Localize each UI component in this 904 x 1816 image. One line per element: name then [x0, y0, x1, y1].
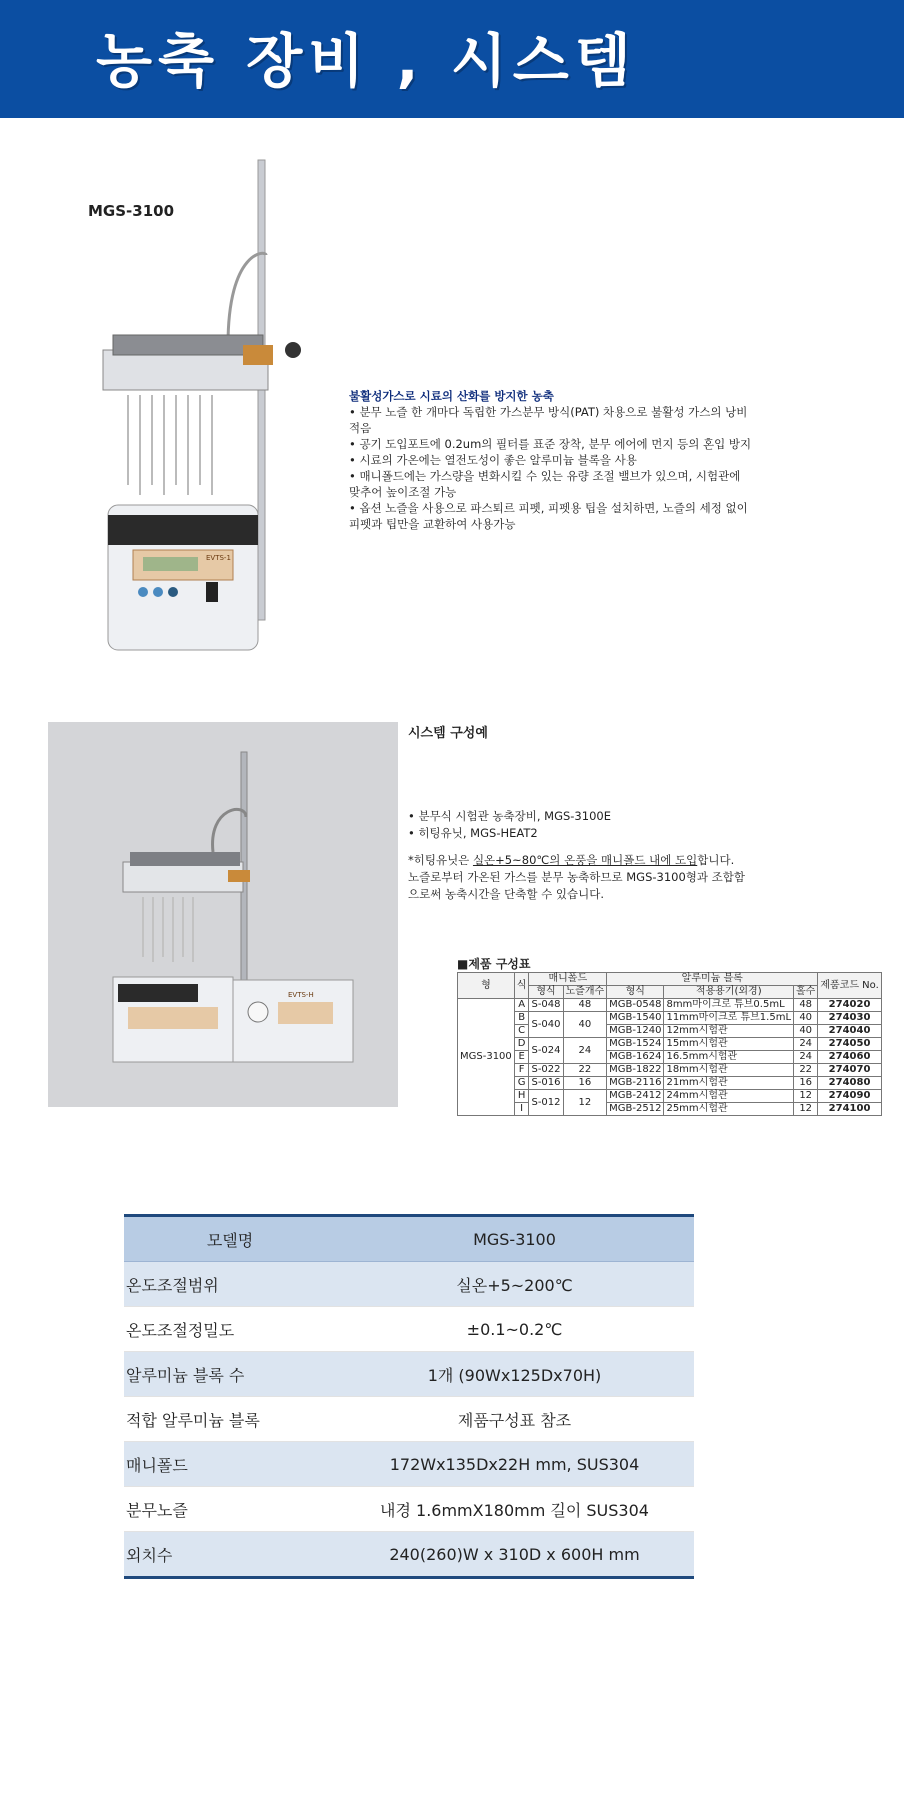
table-row: [458, 1077, 882, 1090]
table-row: [458, 1038, 882, 1051]
col-code: 제품코드 No.: [818, 973, 881, 999]
cell-type: C: [514, 1025, 529, 1038]
feature-item: • 분무 노즐 한 개마다 독립한 가스분무 방식(PAT) 차용으로 불활성 가스의 낭비 적음: [349, 405, 748, 435]
table-row: [458, 1090, 882, 1103]
cell-holes: 24: [794, 1038, 818, 1051]
col-vessel: 적용용기(외경): [664, 986, 794, 999]
cell-code: 274040: [818, 1025, 881, 1038]
cell-block: MGB-1524: [607, 1038, 664, 1051]
spec-header-key: 모델명: [124, 1216, 335, 1262]
cell-code: 274080: [818, 1077, 881, 1090]
cell-type: I: [514, 1103, 529, 1116]
cell-block: MGB-1240: [607, 1025, 664, 1038]
col-block-model: 형식: [607, 986, 664, 999]
cell-type: F: [514, 1064, 529, 1077]
table-row: [458, 1025, 882, 1038]
cell-nozzles: 12: [563, 1090, 607, 1116]
col-type: 형: [458, 973, 515, 999]
system-photo: [48, 722, 398, 1107]
col-nozzle-count: 노즐개수: [563, 986, 607, 999]
cell-vessel: 8mm마이크로 튜브0.5mL: [664, 999, 794, 1012]
system-note-prefix: *히팅유닛은: [408, 853, 473, 867]
device-panel-label: EVTS-1: [206, 554, 231, 562]
cell-vessel: 18mm시험관: [664, 1064, 794, 1077]
table-row: [458, 1064, 882, 1077]
table-row: [458, 1103, 882, 1116]
cell-code: 274030: [818, 1012, 881, 1025]
cell-manifold: S-040: [529, 1012, 563, 1038]
feature-item: • 공기 도입포트에 0.2um의 필터를 표준 장착, 분무 에어에 먼지 등의 혼입 방지: [349, 437, 752, 451]
spec-row: [124, 1397, 694, 1442]
cell-holes: 24: [794, 1051, 818, 1064]
spec-row: [124, 1307, 694, 1352]
cell-vessel: 25mm시험관: [664, 1103, 794, 1116]
cell-nozzles: 22: [563, 1064, 607, 1077]
spec-key: 적합 알루미늄 블록: [124, 1397, 335, 1442]
spec-table: [124, 1214, 694, 1579]
cell-vessel: 24mm시험관: [664, 1090, 794, 1103]
cell-block: MGB-2116: [607, 1077, 664, 1090]
cell-nozzles: 48: [563, 999, 607, 1012]
spec-value: 제품구성표 참조: [335, 1397, 694, 1442]
spec-header-value: MGS-3100: [335, 1216, 694, 1262]
cell-block: MGB-1624: [607, 1051, 664, 1064]
cell-block: MGB-1822: [607, 1064, 664, 1077]
system-note-underlined: 실온+5~80℃의 온풍을 매니폴드 내에 도입: [472, 853, 698, 867]
feature-title: 불활성가스로 시료의 산화를 방지한 농축: [349, 389, 554, 403]
spec-row: [124, 1262, 694, 1307]
col-type-sub: 식: [514, 973, 529, 999]
cell-type: A: [514, 999, 529, 1012]
col-manifold-model: 형식: [529, 986, 563, 999]
cell-holes: 16: [794, 1077, 818, 1090]
spec-key: 온도조절범위: [124, 1262, 335, 1307]
cell-manifold: S-024: [529, 1038, 563, 1064]
cell-type: D: [514, 1038, 529, 1051]
page-title: 농축 장비 , 시스템: [96, 27, 637, 95]
cell-type: B: [514, 1012, 529, 1025]
cell-holes: 12: [794, 1090, 818, 1103]
spec-row: [124, 1352, 694, 1397]
system-note-suffix: 합니다. 노즐로부터 가온된 가스를 분무 농축하므로 MGS-3100형과 조합함으로써 농축시간을 단축할 수 있습니다.: [408, 853, 745, 901]
cell-code: 274090: [818, 1090, 881, 1103]
cell-nozzles: 24: [563, 1038, 607, 1064]
spec-row: [124, 1532, 694, 1578]
spec-header-row: [124, 1216, 694, 1262]
cell-block: MGB-2512: [607, 1103, 664, 1116]
spec-row: [124, 1487, 694, 1532]
cell-code: 274070: [818, 1064, 881, 1077]
header-banner: [0, 0, 904, 118]
composition-title: ■제품 구성표: [457, 957, 531, 971]
cell-holes: 12: [794, 1103, 818, 1116]
table-row: [458, 1012, 882, 1025]
system-item: • 히팅유닛, MGS-HEAT2: [408, 826, 538, 840]
cell-vessel: 12mm시험관: [664, 1025, 794, 1038]
product-photo: [88, 155, 318, 655]
system-item: • 분무식 시험관 농축장비, MGS-3100E: [408, 809, 611, 823]
cell-holes: 22: [794, 1064, 818, 1077]
spec-key: 알루미늄 블록 수: [124, 1352, 335, 1397]
heater-panel-label: EVTS-H: [288, 991, 314, 999]
spec-value: 172Wx135Dx22H mm, SUS304: [335, 1442, 694, 1487]
table-row: [458, 999, 882, 1012]
feature-item: • 옵션 노즐을 사용으로 파스퇴르 피펫, 피펫용 팁을 설치하면, 노즐의 세정 없이 피펫과 팁만을 교환하여 사용가능: [349, 501, 748, 531]
cell-nozzles: 16: [563, 1077, 607, 1090]
spec-key: 분무노즐: [124, 1487, 335, 1532]
composition-table: [457, 972, 882, 1116]
system-title: 시스템 구성예: [408, 726, 488, 741]
spec-value: ±0.1~0.2℃: [335, 1307, 694, 1352]
spec-key: 매니폴드: [124, 1442, 335, 1487]
cell-block: MGB-0548: [607, 999, 664, 1012]
spec-value: 내경 1.6mmX180mm 길이 SUS304: [335, 1487, 694, 1532]
spec-key: 온도조절정밀도: [124, 1307, 335, 1352]
system-items: [408, 808, 611, 842]
spec-row: [124, 1442, 694, 1487]
composition-model: MGS-3100: [458, 999, 515, 1116]
feature-item: • 시료의 가온에는 열전도성이 좋은 알루미늄 블록을 사용: [349, 453, 637, 467]
cell-manifold: S-016: [529, 1077, 563, 1090]
system-note: [408, 852, 748, 903]
spec-key: 외치수: [124, 1532, 335, 1578]
cell-code: 274050: [818, 1038, 881, 1051]
cell-manifold: S-048: [529, 999, 563, 1012]
table-row: [458, 1051, 882, 1064]
cell-manifold: S-012: [529, 1090, 563, 1116]
cell-code: 274020: [818, 999, 881, 1012]
cell-vessel: 11mm마이크로 튜브1.5mL: [664, 1012, 794, 1025]
feature-list: [349, 388, 753, 532]
cell-code: 274060: [818, 1051, 881, 1064]
cell-type: H: [514, 1090, 529, 1103]
model-label: MGS-3100: [88, 202, 175, 220]
cell-vessel: 15mm시험관: [664, 1038, 794, 1051]
cell-holes: 48: [794, 999, 818, 1012]
spec-value: 1개 (90Wx125Dx70H): [335, 1352, 694, 1397]
col-alu-block: 알루미늄 블록: [607, 973, 818, 986]
cell-type: G: [514, 1077, 529, 1090]
cell-holes: 40: [794, 1025, 818, 1038]
cell-vessel: 16.5mm시험관: [664, 1051, 794, 1064]
cell-holes: 40: [794, 1012, 818, 1025]
cell-block: MGB-1540: [607, 1012, 664, 1025]
col-manifold: 매니폴드: [529, 973, 607, 986]
cell-code: 274100: [818, 1103, 881, 1116]
spec-value: 실온+5~200℃: [335, 1262, 694, 1307]
cell-vessel: 21mm시험관: [664, 1077, 794, 1090]
cell-nozzles: 40: [563, 1012, 607, 1038]
cell-block: MGB-2412: [607, 1090, 664, 1103]
feature-item: • 매니폴드에는 가스량을 변화시킬 수 있는 유량 조절 밸브가 있으며, 시험관에 맞추어 높이조절 가능: [349, 469, 741, 499]
cell-type: E: [514, 1051, 529, 1064]
cell-manifold: S-022: [529, 1064, 563, 1077]
spec-value: 240(260)W x 310D x 600H mm: [335, 1532, 694, 1578]
col-holes: 홀수: [794, 986, 818, 999]
